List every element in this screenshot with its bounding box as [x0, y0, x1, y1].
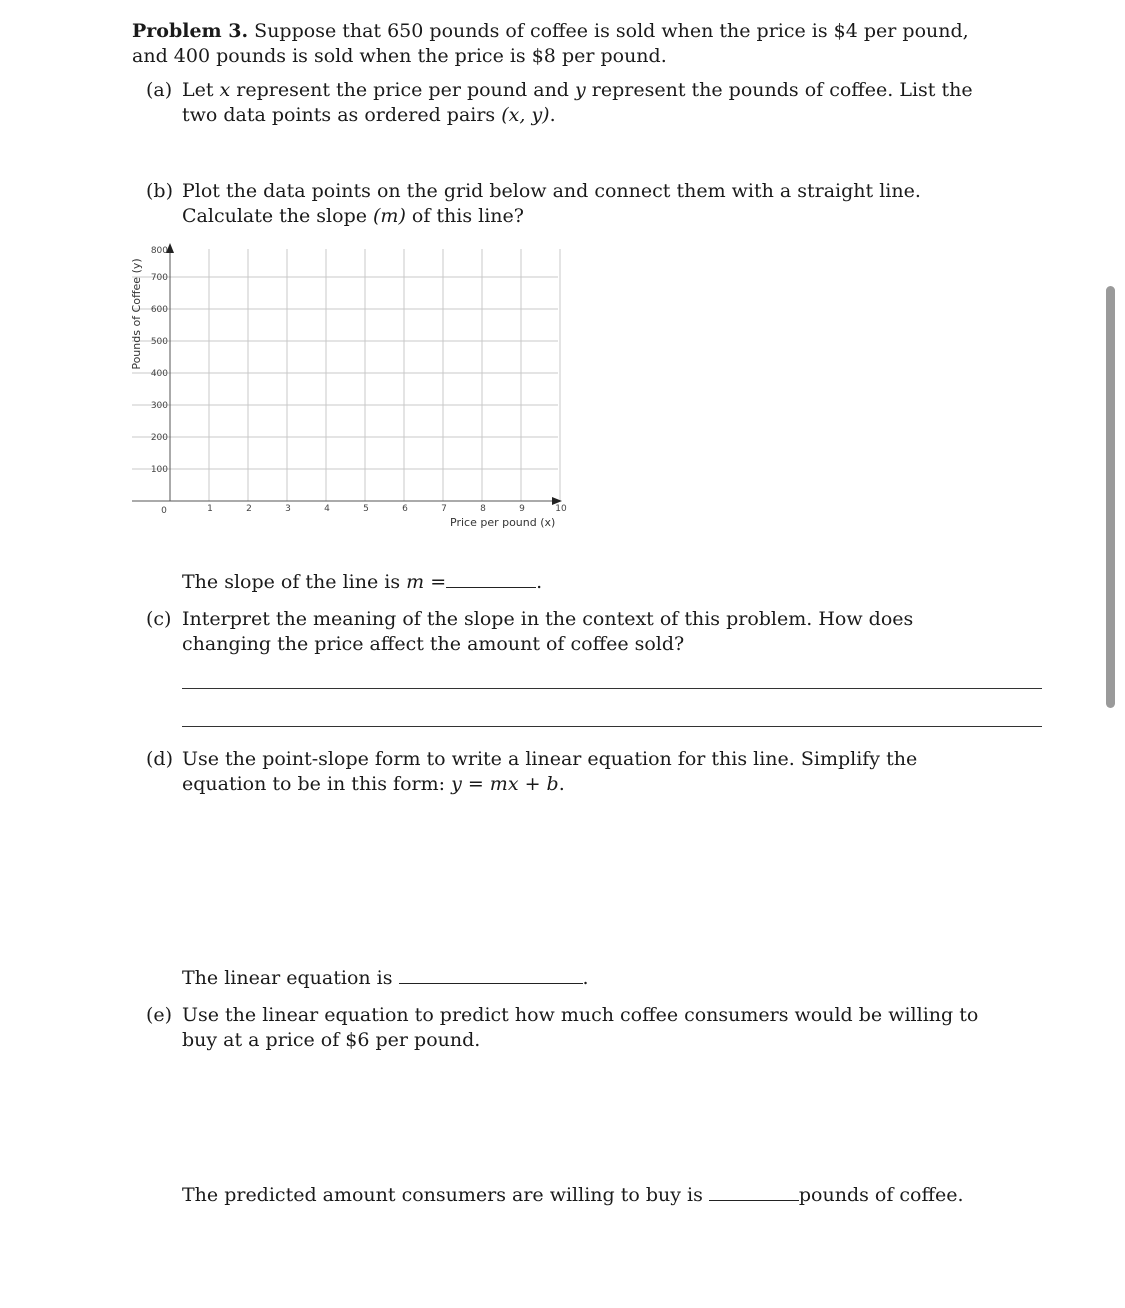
part-d-text: Use the point-slope form to write a linear equation for this line. Simplify the equation to be in this form: y = mx + b. — [182, 748, 918, 795]
y-tick-label-200: 200 — [150, 433, 168, 443]
equation-blank[interactable] — [399, 965, 583, 984]
part-d — [146, 747, 994, 799]
y-tick-label-800: 800 — [150, 246, 168, 256]
x-axis-label: Price per pound (x) — [450, 516, 556, 529]
y-tick-label-300: 300 — [150, 401, 168, 411]
problem-intro-text: Suppose that 650 pounds of coffee is sold when the price is $4 per pound, and 400 pounds is sold when the price is $8 per pound. — [132, 20, 969, 67]
axes — [132, 243, 562, 505]
slope-blank[interactable] — [446, 569, 536, 588]
answer-line-2[interactable] — [182, 726, 1042, 727]
part-d-label: (d) — [146, 748, 173, 770]
y-tick-label-100: 100 — [150, 465, 168, 475]
part-b-label: (b) — [146, 180, 173, 202]
grid-lines — [132, 249, 560, 501]
y-axis-label: Pounds of Coffee (y) — [130, 258, 143, 370]
part-a-text: Let x represent the price per pound and y represent the pounds of coffee. List the two data points as ordered pairs (x, y). — [182, 79, 973, 126]
x-tick-label-3: 3 — [285, 504, 291, 514]
x-tick-label-2: 2 — [246, 504, 252, 514]
part-a-label: (a) — [146, 79, 173, 101]
coffee-grid-chart — [120, 236, 580, 536]
y-tick-label-700: 700 — [150, 273, 168, 283]
part-c-label: (c) — [146, 608, 172, 630]
x-tick-label-5: 5 — [363, 504, 369, 514]
x-tick-label-1: 1 — [207, 504, 213, 514]
part-e-text: Use the linear equation to predict how much coffee consumers would be willing to buy at a price of $6 per pound. — [182, 1004, 979, 1051]
y-tick-label-600: 600 — [150, 305, 168, 315]
x-tick-label-8: 8 — [480, 504, 486, 514]
part-c — [146, 607, 994, 659]
part-c-text: Interpret the meaning of the slope in the context of this problem. How does changing the price affect the amount of coffee sold? — [182, 608, 914, 655]
answer-line-1[interactable] — [182, 688, 1042, 689]
problem-intro — [132, 19, 994, 69]
y-tick-label-500: 500 — [150, 337, 168, 347]
equation-answer: The linear equation is . — [182, 967, 589, 989]
x-tick-label-0: 0 — [161, 506, 167, 516]
prediction-blank[interactable] — [709, 1182, 799, 1201]
tick-labels — [151, 246, 567, 516]
part-e-label: (e) — [146, 1004, 173, 1026]
part-e — [146, 1003, 994, 1055]
slope-answer: The slope of the line is m = . — [182, 571, 543, 593]
vertical-scrollbar[interactable] — [1106, 286, 1115, 708]
x-tick-label-4: 4 — [324, 504, 330, 514]
x-tick-label-9: 9 — [519, 504, 525, 514]
x-tick-label-6: 6 — [402, 504, 408, 514]
prediction-answer: The predicted amount consumers are willing to buy is pounds of coffee. — [182, 1184, 964, 1206]
part-b — [146, 179, 994, 231]
problem-title: Problem 3. — [132, 20, 249, 42]
x-tick-label-10: 10 — [555, 504, 567, 514]
part-b-text: Plot the data points on the grid below and connect them with a straight line. Calculate the slope (m) of this line? — [182, 180, 921, 227]
x-tick-label-7: 7 — [441, 504, 447, 514]
y-tick-label-400: 400 — [150, 369, 168, 379]
part-a — [146, 78, 994, 130]
